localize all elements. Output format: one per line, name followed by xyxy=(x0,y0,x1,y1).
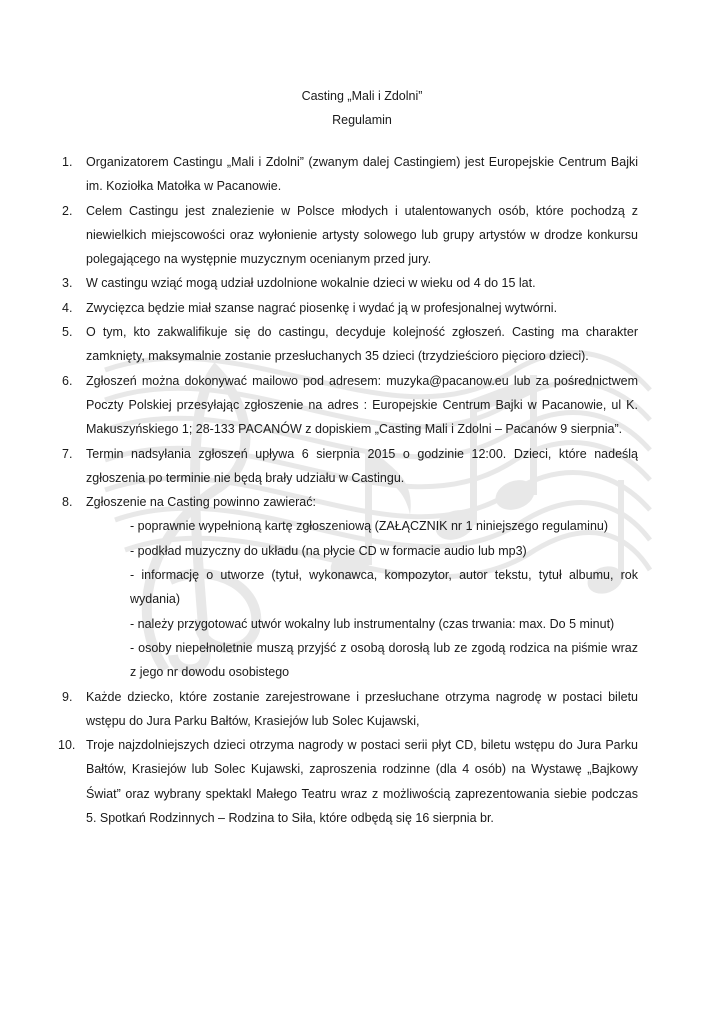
requirement-item: - osoby niepełnoletnie muszą przyjść z osobą dorosłą lub ze zgodą rodzica na piśmie wraz z jego nr dowodu osobistego xyxy=(130,640,638,680)
list-item xyxy=(62,442,638,491)
requirement-item: - należy przygotować utwór wokalny lub instrumentalny (czas trwania: max. Do 5 minut) xyxy=(130,616,615,631)
list-item xyxy=(62,150,638,199)
list-item xyxy=(62,199,638,272)
rules-list xyxy=(58,150,638,830)
list-item-number: 10. xyxy=(58,738,76,753)
list-item-number: 9. xyxy=(62,689,73,704)
list-item xyxy=(62,296,638,320)
list-item-number: 3. xyxy=(62,276,73,291)
list-item xyxy=(62,369,638,442)
requirement-item: - informację o utworze (tytuł, wykonawca, kompozytor, autor tekstu, tytuł albumu, rok wydania) xyxy=(130,568,638,607)
list-item-text: Organizatorem Castingu „Mali i Zdolni” (zwanym dalej Castingiem) jest Europejskie Centrum Bajki im. Koziołka Matołka w Pacanowie. xyxy=(86,155,638,194)
document-subtitle: Regulamin xyxy=(332,113,392,127)
list-item xyxy=(58,733,638,830)
list-item-text: Celem Castingu jest znalezienie w Polsce młodych i utalentowanych osób, które pochodzą z niewielkich miejscowości oraz wyłonienie artysty solowego lub grupy artystów w drodze konkursu polegającego na występnie muzycznym ocenianym przed jury. xyxy=(86,203,638,267)
list-item-text: Każde dziecko, które zostanie zarejestrowane i przesłuchane otrzyma nagrodę w postaci biletu wstępu do Jura Parku Bałtów, Krasiejów lub Solec Kujawski, xyxy=(86,689,638,728)
list-item-number: 5. xyxy=(62,325,73,340)
list-item-number: 7. xyxy=(62,446,73,461)
list-item-text: Zwycięzca będzie miał szanse nagrać piosenkę i wydać ją w profesjonalnej wytwórni. xyxy=(86,300,558,315)
requirement-item: - podkład muzyczny do układu (na płycie CD w formacie audio lub mp3) xyxy=(130,543,527,558)
list-item xyxy=(62,490,638,684)
list-item-text: Troje najzdolniejszych dzieci otrzyma nagrody w postaci serii płyt CD, biletu wstępu do Jura Parku Bałtów, Krasiejów lub Solec Kujawski, zaproszenia rodzinne (dla 4 osób) na Wystawę „Bajkowy Świat” oraz wybrany spektakl Małego Teatru wraz z możliwością zaprezentowania siebie podczas 5. Spotkań Rodzinnych – Rodzina to Siła, które odbędą się 16 sierpnia br. xyxy=(86,738,638,826)
list-item xyxy=(62,685,638,734)
list-item-text: O tym, kto zakwalifikuje się do castingu, decyduje kolejność zgłoszeń. Casting ma charakter zamknięty, maksymalnie zostanie przesłuchanych 35 dzieci (trzydzieścioro pięcioro dzieci). xyxy=(86,325,638,364)
list-item xyxy=(62,271,638,295)
list-item-text: Zgłoszenie na Casting powinno zawierać: xyxy=(86,495,316,510)
rules-body xyxy=(58,150,638,830)
list-item-text: Zgłoszeń można dokonywać mailowo pod adresem: muzyka@pacanow.eu lub za pośrednictwem Poczty Polskiej przesyłając zgłoszenie na adres : Europejskie Centrum Bajki w Pacanowie, ul K. Makuszyńskiego 1; 28-133 PACANÓW z dopiskiem „Casting Mali i Zdolni – Pacanów 9 sierpnia”. xyxy=(86,373,638,437)
list-item xyxy=(62,320,638,369)
list-item-number: 2. xyxy=(62,203,73,218)
list-item-text: Termin nadsyłania zgłoszeń upływa 6 sierpnia 2015 o godzinie 12:00. Dzieci, które nadeślą zgłoszenia po terminie nie będą brały udziału w Castingu. xyxy=(86,446,638,485)
list-item-number: 6. xyxy=(62,373,73,388)
list-item-number: 4. xyxy=(62,300,73,315)
requirement-item: - poprawnie wypełnioną kartę zgłoszeniową (ZAŁĄCZNIK nr 1 niniejszego regulaminu) xyxy=(130,519,609,534)
list-item-number: 1. xyxy=(62,155,73,169)
document-title: Casting „Mali i Zdolni” xyxy=(301,89,423,103)
list-item-number: 8. xyxy=(62,495,73,510)
list-item-text: W castingu wziąć mogą udział uzdolnione wokalnie dzieci w wieku od 4 do 15 lat. xyxy=(86,276,536,291)
